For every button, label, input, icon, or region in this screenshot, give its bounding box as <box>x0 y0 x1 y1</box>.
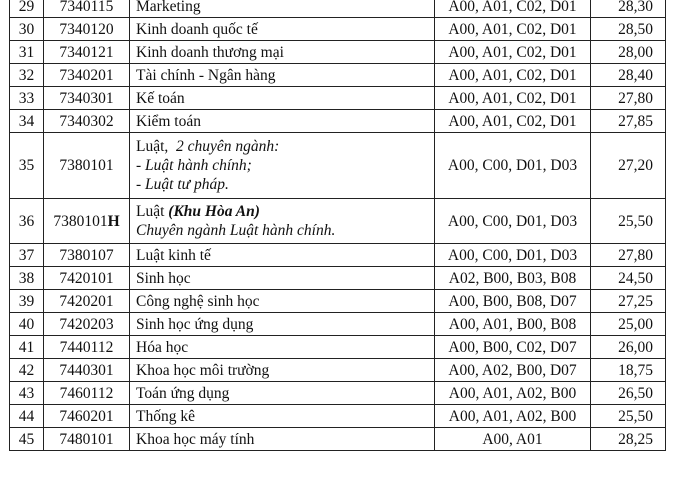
row-number: 40 <box>10 313 44 336</box>
program-name: Khoa học môi trường <box>130 359 435 382</box>
table-row <box>10 267 666 290</box>
cutoff-score: 27,80 <box>591 87 666 110</box>
program-name-note: 2 chuyên ngành: <box>176 138 280 155</box>
row-number: 38 <box>10 267 44 290</box>
table-row <box>10 41 666 64</box>
program-code: 7440301 <box>44 359 130 382</box>
cutoff-score: 25,50 <box>591 405 666 428</box>
subject-combinations: A02, B00, B03, B08 <box>435 267 591 290</box>
subject-combinations: A00, C00, D01, D03 <box>435 133 591 199</box>
cutoff-score: 28,30 <box>591 0 666 18</box>
campus-note: (Khu Hòa An) <box>168 203 260 220</box>
cutoff-score: 28,00 <box>591 41 666 64</box>
subject-combinations: A00, A01, A02, B00 <box>435 405 591 428</box>
program-name-line-1 <box>136 202 428 221</box>
row-number: 29 <box>10 0 44 18</box>
program-name-line-1 <box>136 137 428 156</box>
program-name: Toán ứng dụng <box>130 382 435 405</box>
table-row <box>10 199 666 244</box>
cutoff-score: 27,25 <box>591 290 666 313</box>
program-code: 7460112 <box>44 382 130 405</box>
subject-combinations: A00, A01, C02, D01 <box>435 18 591 41</box>
cutoff-score: 28,25 <box>591 428 666 451</box>
subject-combinations: A00, A01 <box>435 428 591 451</box>
specialization-2: - Luật tư pháp. <box>136 176 229 193</box>
program-code: 7340120 <box>44 18 130 41</box>
subject-combinations: A00, A01, C02, D01 <box>435 0 591 18</box>
row-number: 36 <box>10 199 44 244</box>
program-name: Kinh doanh quốc tế <box>130 18 435 41</box>
row-number: 42 <box>10 359 44 382</box>
program-name: Kiểm toán <box>130 110 435 133</box>
cutoff-score: 25,00 <box>591 313 666 336</box>
program-name: Marketing <box>130 0 435 18</box>
program-code: 7340301 <box>44 87 130 110</box>
cutoff-score: 28,50 <box>591 18 666 41</box>
subject-combinations: A00, A01, C02, D01 <box>435 41 591 64</box>
subject-combinations: A00, A01, B00, B08 <box>435 313 591 336</box>
table-row <box>10 133 666 199</box>
program-name: Thống kê <box>130 405 435 428</box>
program-code: 7440112 <box>44 336 130 359</box>
subject-combinations: A00, A02, B00, D07 <box>435 359 591 382</box>
program-name <box>130 199 435 244</box>
program-name: Khoa học máy tính <box>130 428 435 451</box>
program-code-suffix: H <box>107 212 120 230</box>
row-number: 33 <box>10 87 44 110</box>
cutoff-score: 26,50 <box>591 382 666 405</box>
table-row <box>10 244 666 267</box>
subject-combinations: A00, A01, C02, D01 <box>435 64 591 87</box>
program-code: 7340201 <box>44 64 130 87</box>
cutoff-score: 28,40 <box>591 64 666 87</box>
table-row <box>10 405 666 428</box>
row-number: 31 <box>10 41 44 64</box>
table-row <box>10 0 666 18</box>
row-number: 32 <box>10 64 44 87</box>
program-name-main: Luật <box>136 203 165 220</box>
program-name: Luật kinh tế <box>130 244 435 267</box>
program-name: Tài chính - Ngân hàng <box>130 64 435 87</box>
cutoff-score: 24,50 <box>591 267 666 290</box>
program-name <box>130 133 435 199</box>
program-code: 7480101 <box>44 428 130 451</box>
program-code: 7420101 <box>44 267 130 290</box>
row-number: 35 <box>10 133 44 199</box>
program-code: 7420201 <box>44 290 130 313</box>
cutoff-score: 27,80 <box>591 244 666 267</box>
cutoff-score: 27,85 <box>591 110 666 133</box>
program-code: 7380101 <box>44 133 130 199</box>
row-number: 45 <box>10 428 44 451</box>
row-number: 37 <box>10 244 44 267</box>
table-row <box>10 290 666 313</box>
subject-combinations: A00, C00, D01, D03 <box>435 199 591 244</box>
specialization-1: Chuyên ngành Luật hành chính. <box>136 222 336 239</box>
table-row <box>10 428 666 451</box>
program-code-base: 7380101 <box>53 212 108 230</box>
row-number: 30 <box>10 18 44 41</box>
subject-combinations: A00, A01, C02, D01 <box>435 87 591 110</box>
subject-combinations: A00, C00, D01, D03 <box>435 244 591 267</box>
table-row <box>10 313 666 336</box>
specialization-1: - Luật hành chính; <box>136 157 252 174</box>
program-name-main: Luật, <box>136 138 169 155</box>
table-row <box>10 87 666 110</box>
cutoff-score: 27,20 <box>591 133 666 199</box>
program-code <box>44 199 130 244</box>
table-row <box>10 359 666 382</box>
subject-combinations: A00, B00, B08, D07 <box>435 290 591 313</box>
program-code: 7340302 <box>44 110 130 133</box>
table-row <box>10 382 666 405</box>
program-name: Sinh học ứng dụng <box>130 313 435 336</box>
program-name: Sinh học <box>130 267 435 290</box>
program-name: Kế toán <box>130 87 435 110</box>
cutoff-score: 25,50 <box>591 199 666 244</box>
row-number: 41 <box>10 336 44 359</box>
program-code: 7380107 <box>44 244 130 267</box>
program-code: 7420203 <box>44 313 130 336</box>
cutoff-score: 18,75 <box>591 359 666 382</box>
program-name: Kinh doanh thương mại <box>130 41 435 64</box>
cutoff-score: 26,00 <box>591 336 666 359</box>
admission-scores-table <box>9 0 666 451</box>
program-code: 7340115 <box>44 0 130 18</box>
table-row <box>10 18 666 41</box>
row-number: 39 <box>10 290 44 313</box>
subject-combinations: A00, A01, C02, D01 <box>435 110 591 133</box>
program-name: Công nghệ sinh học <box>130 290 435 313</box>
subject-combinations: A00, A01, A02, B00 <box>435 382 591 405</box>
program-name: Hóa học <box>130 336 435 359</box>
table-row <box>10 336 666 359</box>
subject-combinations: A00, B00, C02, D07 <box>435 336 591 359</box>
table-row <box>10 110 666 133</box>
program-code: 7340121 <box>44 41 130 64</box>
row-number: 34 <box>10 110 44 133</box>
row-number: 43 <box>10 382 44 405</box>
program-code: 7460201 <box>44 405 130 428</box>
row-number: 44 <box>10 405 44 428</box>
table-row <box>10 64 666 87</box>
